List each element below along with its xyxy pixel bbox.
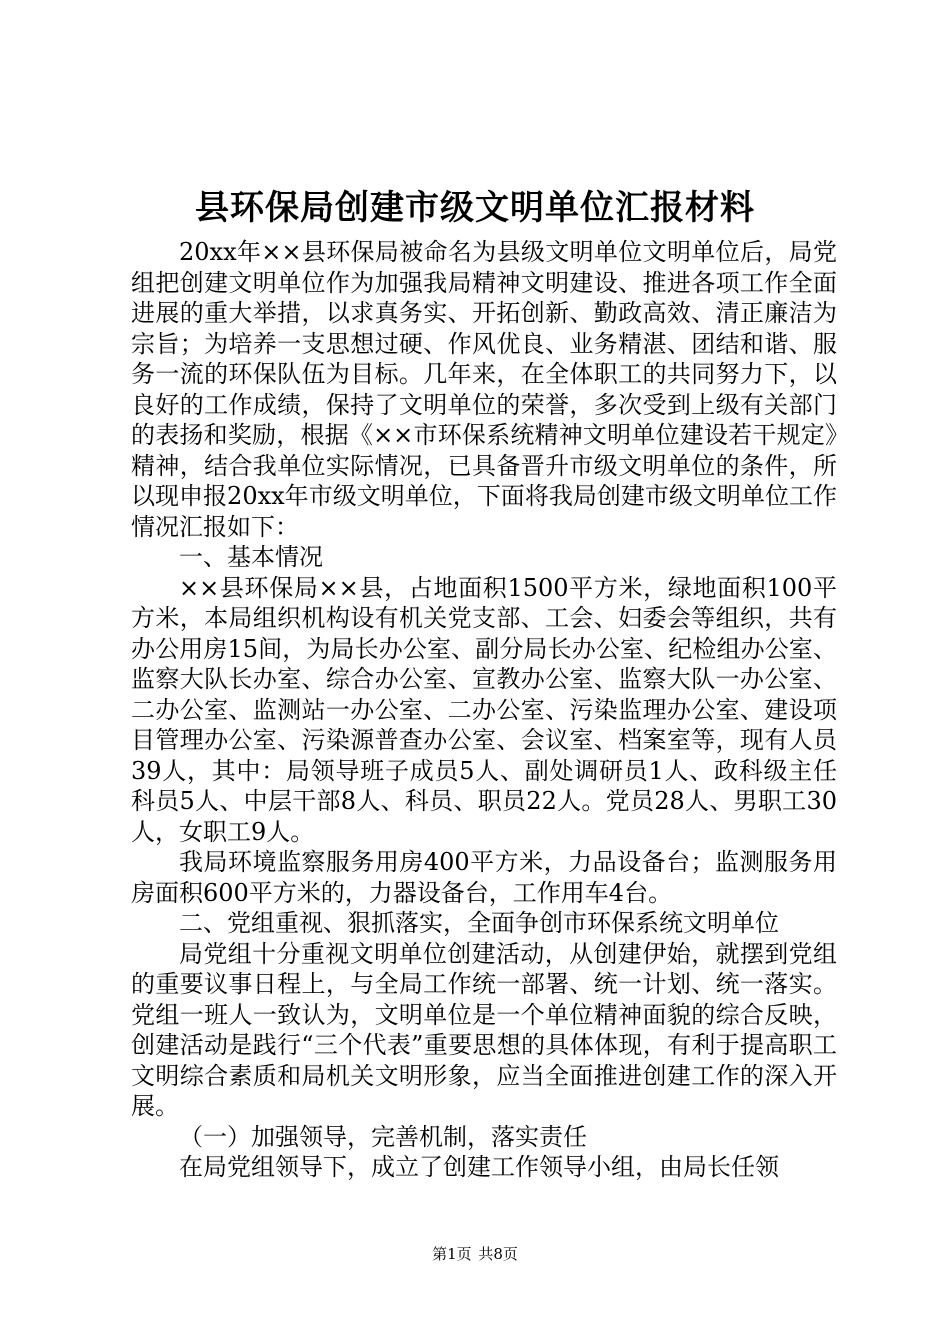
- paragraph-intro: 20xx年××县环保局被命名为县级文明单位文明单位后，局党组把创建文明单位作为加强我局精神文明建设、推进各项工作全面进展的重大举措，以求真务实、开拓创新、勤政高效、清正廉洁为宗旨；为培养一支思想过硬、作风优良、业务精湛、团结和谐、服务一流的环保队伍为目标。几年来，在全体职工的共同努力下，以良好的工作成绩，保持了文明单位的荣誉，多次受到上级有关部门的表扬和奖励，根据《××市环保系统精神文明单位建设若干规定》精神，结合我单位实际情况，已具备晋升市级文明单位的条件，所以现申报20xx年市级文明单位，下面将我局创建市级文明单位工作情况汇报如下：: [131, 238, 837, 541]
- document-title: 县环保局创建市级文明单位汇报材料: [195, 188, 755, 228]
- page-total: 共8页: [478, 1245, 518, 1263]
- page-footer: [0, 1244, 950, 1264]
- page-number: 第1页: [432, 1245, 472, 1263]
- paragraph-party-leadership: 局党组十分重视文明单位创建活动，从创建伊始，就摆到党组的重要议事日程上，与全局工作统一部署、统一计划、统一落实。党组一班人一致认为，文明单位是一个单位精神面貌的综合反映，创建活动是践行“三个代表”重要思想的具体体现，有利于提高职工文明综合素质和局机关文明形象，应当全面推进创建工作的深入开展。: [131, 939, 837, 1120]
- section-heading-basic-info: 一、基本情况: [179, 543, 323, 571]
- section-heading-party-leadership: 二、党组重视、狠抓落实，全面争创市环保系统文明单位: [179, 909, 779, 937]
- document-body: [131, 237, 837, 1183]
- paragraph-leadership-group: 在局党组领导下，成立了创建工作领导小组，由局长任领: [179, 1153, 779, 1181]
- paragraph-facilities: 我局环境监察服务用房400平方米，力品设备台；监测服务用房面积600平方米的，力器设备台，工作用车4台。: [131, 848, 837, 907]
- paragraph-basic-info: ××县环保局××县，占地面积1500平方米，绿地面积100平方米，本局组织机构设有机关党支部、工会、妇委会等组织，共有办公用房15间，为局长办公室、副分局长办公室、纪检组办公室、监察大队长办室、综合办公室、宣教办公室、监察大队一办公室、二办公室、监测站一办公室、二办公室、污染监理办公室、建设项目管理办公室、污染源普查办公室、会议室、档案室等，现有人员39人，其中：局领导班子成员5人、副处调研员1人、政科级主任科员5人、中层干部8人、科员、职员22人。党员28人、男职工30人，女职工9人。: [131, 573, 837, 846]
- subsection-heading-strengthen-leadership: （一）加强领导，完善机制，落实责任: [179, 1122, 587, 1151]
